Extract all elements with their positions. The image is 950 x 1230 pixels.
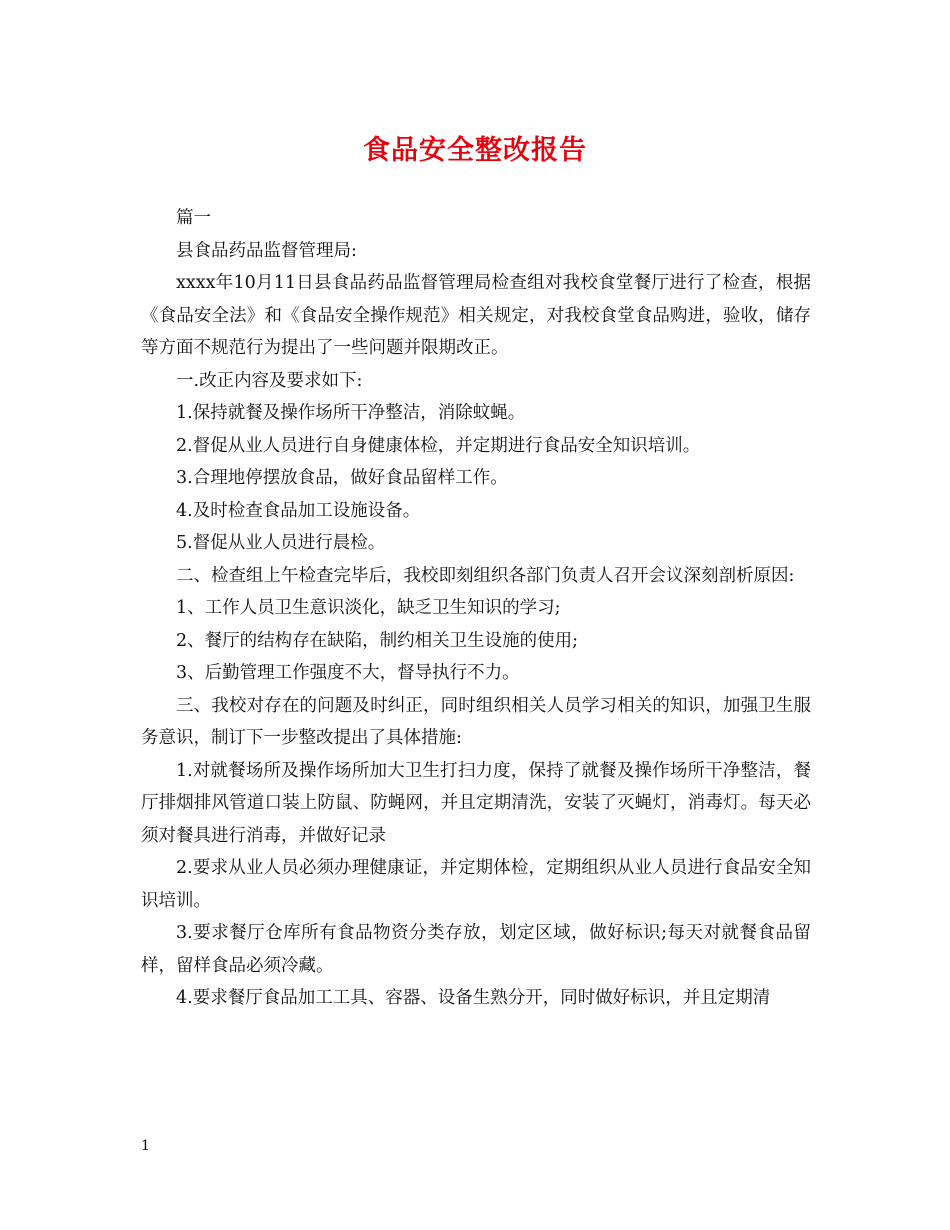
document-title: 食品安全整改报告 bbox=[363, 135, 587, 166]
section-heading-3: 三、我校对存在的问题及时纠正，同时组织相关人员学习相关的知识，加强卫生服务意识，制订下一步整改提出了具体措施: bbox=[141, 695, 811, 748]
list-item: 2、餐厅的结构存在缺陷，制约相关卫生设施的使用; bbox=[176, 630, 579, 651]
list-item: 1、工作人员卫生意识淡化，缺乏卫生知识的学习; bbox=[176, 598, 561, 618]
list-item: 2.督促从业人员进行自身健康体检，并定期进行食品安全知识培训。 bbox=[176, 435, 701, 456]
list-item: 2.要求从业人员必须办理健康证，并定期体检，定期组织从业人员进行食品安全知识培训。 bbox=[141, 858, 811, 911]
intro-paragraph: xxxx年10月11日县食品药品监督管理局检查组对我校食堂餐厅进行了检查，根据《食品安全法》和《食品安全操作规范》相关规定，对我校食堂食品购进，验收，储存等方面不规范行为提出了一些问题并限期改正。 bbox=[141, 273, 811, 358]
list-item: 5.督促从业人员进行晨检。 bbox=[176, 533, 386, 553]
list-item: 4.及时检查食品加工设施设备。 bbox=[176, 500, 421, 521]
list-item: 3.合理地停摆放食品，做好食品留样工作。 bbox=[176, 468, 508, 488]
list-item: 3、后勤管理工作强度不大，督导执行不力。 bbox=[176, 663, 520, 683]
list-item: 4.要求餐厅食品加工工具、容器、设备生熟分开，同时做好标识，并且定期清 bbox=[176, 988, 771, 1008]
list-item: 1.保持就餐及操作场所干净整洁，消除蚊蝇。 bbox=[176, 403, 526, 423]
section-heading-1: 一.改正内容及要求如下: bbox=[176, 370, 363, 391]
list-item: 1.对就餐场所及操作场所加大卫生打扫力度，保持了就餐及操作场所干净整洁，餐厅排烟排风管道口装上防鼠、防蝇网，并且定期清洗，安装了灭蝇灯，消毒灯。每天必须对餐具进行消毒，并做好记录 bbox=[141, 760, 811, 846]
list-item: 3.要求餐厅仓库所有食品物资分类存放，划定区域，做好标识;每天对就餐食品留样，留样食品必须冷藏。 bbox=[141, 923, 811, 976]
addressee: 县食品药品监督管理局: bbox=[176, 240, 357, 261]
section-label: 篇一 bbox=[176, 208, 211, 228]
document-body bbox=[141, 202, 811, 1015]
section-heading-2: 二、检查组上午检查完毕后，我校即刻组织各部门负责人召开会议深刻剖析原因: bbox=[176, 565, 795, 586]
page-number: 1 bbox=[141, 1138, 150, 1154]
